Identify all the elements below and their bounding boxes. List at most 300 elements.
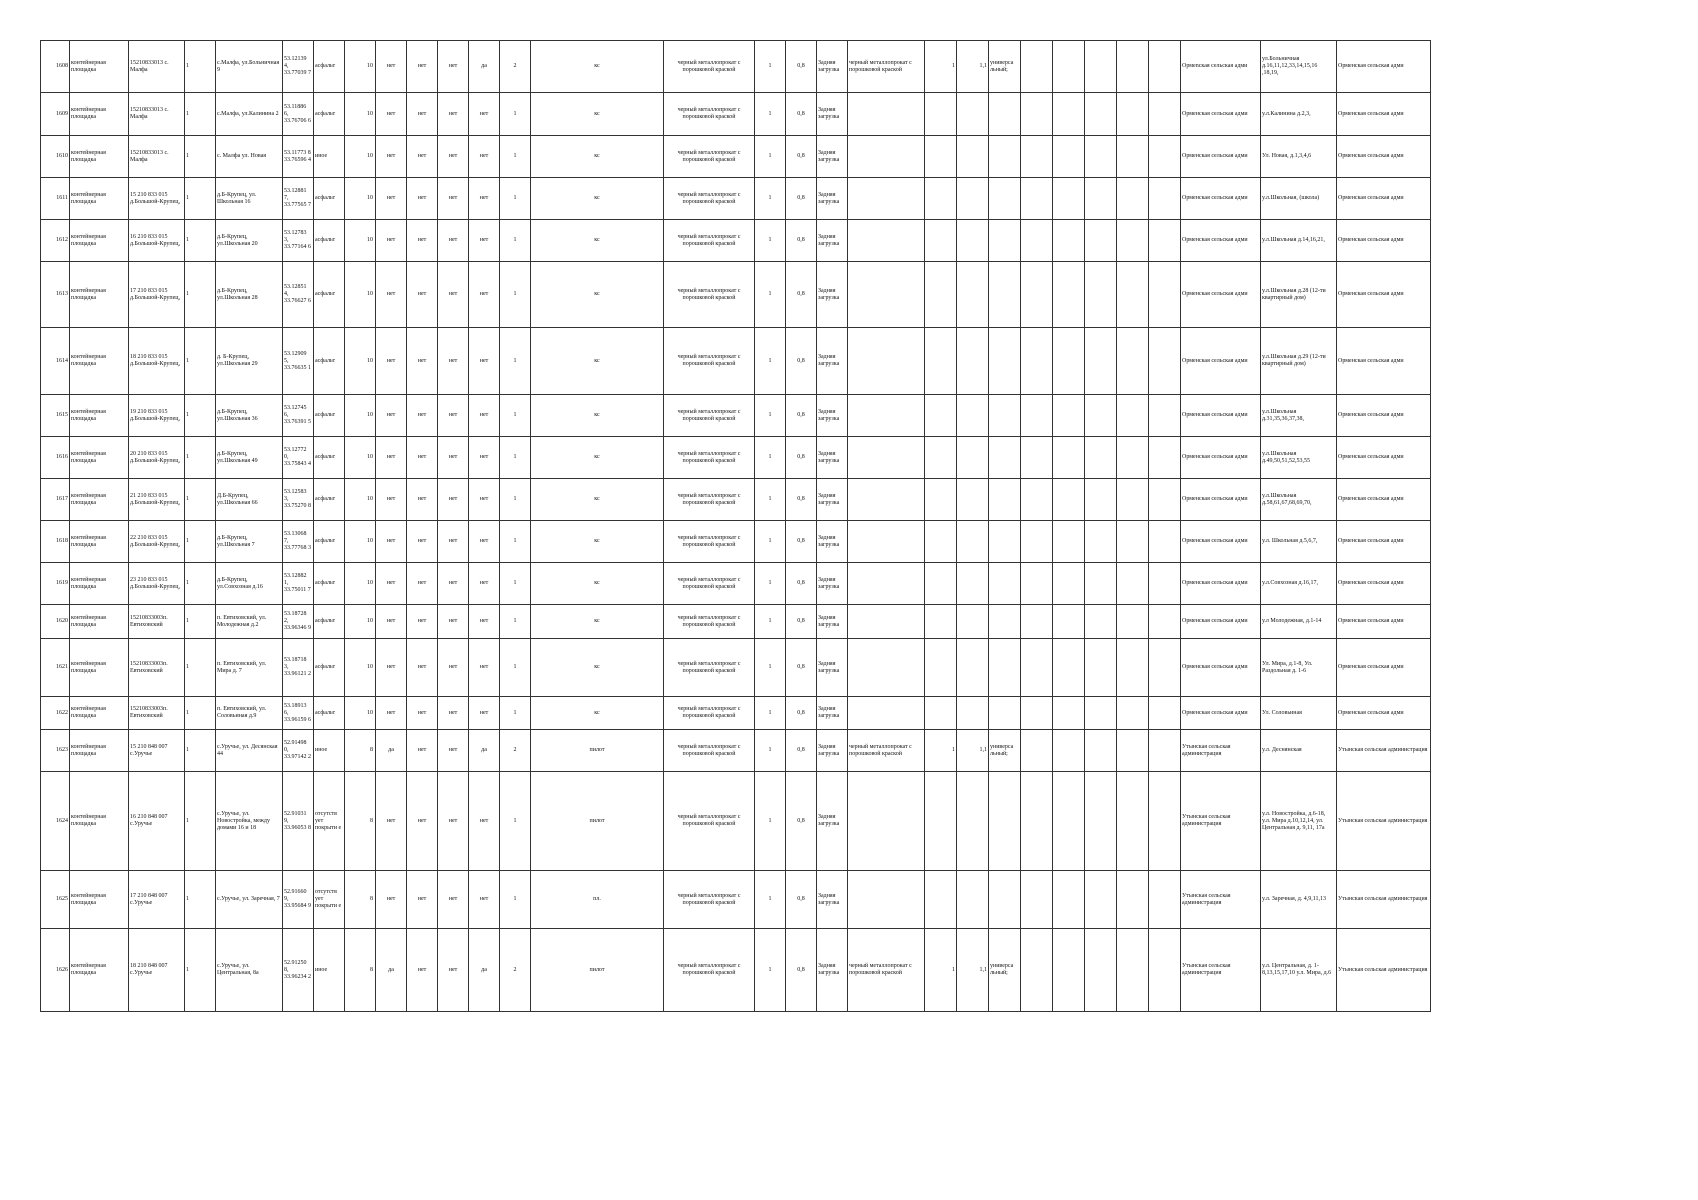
cell-addr: п. Евтиховский, ул. Молодежная д.2 bbox=[216, 605, 283, 639]
cell-cnt: 1 bbox=[500, 220, 531, 262]
cell-empty bbox=[1149, 563, 1181, 605]
cell-q: 1 bbox=[185, 93, 216, 136]
cell-k: 1 bbox=[755, 220, 786, 262]
cell-empty bbox=[1149, 929, 1181, 1012]
cell-mat: черный металлопрокат с порошковой краской bbox=[664, 772, 755, 871]
cell-served: у.л.Школьная д.58,61,67,68,69,70, bbox=[1261, 479, 1337, 521]
cell-mat: черный металлопрокат с порошковой краской bbox=[664, 563, 755, 605]
cell-empty bbox=[1053, 929, 1085, 1012]
table-row bbox=[41, 395, 1431, 437]
cell-org: Орменская сельская адми bbox=[1181, 437, 1261, 479]
cell-code: 18 210 833 015 д.Большой-Крупец, bbox=[129, 328, 185, 395]
cell-surf: асфальт bbox=[314, 697, 345, 730]
cell-type: контейнерная площадка bbox=[70, 871, 129, 929]
cell-vol2 bbox=[957, 479, 989, 521]
cell-b: нет bbox=[407, 521, 438, 563]
cell-coord: 52.91660 9, 33.95684 9 bbox=[283, 871, 314, 929]
cell-owner: Орменская сельская адми bbox=[1337, 262, 1431, 328]
cell-coord: 53.18913 6, 33.96159 6 bbox=[283, 697, 314, 730]
cell-empty bbox=[1021, 772, 1053, 871]
cell-c: нет bbox=[438, 521, 469, 563]
cell-addr: д.Б-Крупец, ул.Школьная 49 bbox=[216, 437, 283, 479]
cell-k2 bbox=[925, 437, 957, 479]
cell-c: нет bbox=[438, 871, 469, 929]
cell-c: нет bbox=[438, 639, 469, 697]
cell-addr: д.Б-Крупец, ул. Школьная 16 bbox=[216, 178, 283, 220]
cell-empty bbox=[1085, 697, 1117, 730]
cell-mat2 bbox=[848, 871, 925, 929]
cell-empty bbox=[1117, 730, 1149, 772]
cell-org: Орменская сельская адми bbox=[1181, 395, 1261, 437]
cell-mat2 bbox=[848, 136, 925, 178]
cell-fence: кс bbox=[531, 639, 664, 697]
cell-empty bbox=[1021, 929, 1053, 1012]
cell-empty bbox=[1149, 93, 1181, 136]
cell-empty bbox=[1117, 93, 1149, 136]
table-row bbox=[41, 437, 1431, 479]
cell-fence: кс bbox=[531, 220, 664, 262]
cell-addr: с.Уручье, ул. Десянская 44 bbox=[216, 730, 283, 772]
cell-load: Задняя загрузка bbox=[817, 479, 848, 521]
cell-mat2 bbox=[848, 479, 925, 521]
cell-b: нет bbox=[407, 929, 438, 1012]
cell-empty bbox=[1149, 697, 1181, 730]
cell-org: Орменская сельская адми bbox=[1181, 220, 1261, 262]
cell-vol: 0,8 bbox=[786, 136, 817, 178]
cell-q: 1 bbox=[185, 697, 216, 730]
cell-empty bbox=[1117, 328, 1149, 395]
cell-served: у.л. Центральная, д. 1-8,13,15,17,10 у.л. Мира, д.6 bbox=[1261, 929, 1337, 1012]
cell-vol: 0,8 bbox=[786, 395, 817, 437]
cell-a: нет bbox=[376, 220, 407, 262]
cell-empty bbox=[1117, 605, 1149, 639]
cell-vol2 bbox=[957, 178, 989, 220]
cell-mat: черный металлопрокат с порошковой краской bbox=[664, 328, 755, 395]
cell-b: нет bbox=[407, 437, 438, 479]
cell-empty bbox=[1021, 871, 1053, 929]
table-row bbox=[41, 730, 1431, 772]
cell-coord: 53.12583 3, 33.75270 8 bbox=[283, 479, 314, 521]
register-table bbox=[40, 40, 1431, 1012]
cell-addr: с.Уручье, ул. Новостройка, между домами 16 и 18 bbox=[216, 772, 283, 871]
cell-a: да bbox=[376, 929, 407, 1012]
cell-mat: черный металлопрокат с порошковой краской bbox=[664, 220, 755, 262]
cell-load2 bbox=[989, 697, 1021, 730]
cell-fence: кс bbox=[531, 93, 664, 136]
cell-area: 10 bbox=[345, 93, 376, 136]
cell-owner: Утынская сельская администрация bbox=[1337, 772, 1431, 871]
table-row bbox=[41, 262, 1431, 328]
cell-vol: 0,8 bbox=[786, 178, 817, 220]
cell-empty bbox=[1085, 521, 1117, 563]
cell-b: нет bbox=[407, 136, 438, 178]
cell-d: да bbox=[469, 730, 500, 772]
cell-mat2 bbox=[848, 605, 925, 639]
cell-b: нет bbox=[407, 262, 438, 328]
cell-vol2 bbox=[957, 697, 989, 730]
cell-empty bbox=[1085, 220, 1117, 262]
cell-vol: 0,8 bbox=[786, 871, 817, 929]
cell-n: 1625 bbox=[41, 871, 70, 929]
table-row bbox=[41, 521, 1431, 563]
cell-type: контейнерная площадка bbox=[70, 521, 129, 563]
cell-d: нет bbox=[469, 178, 500, 220]
cell-surf: асфальт bbox=[314, 639, 345, 697]
cell-load2 bbox=[989, 772, 1021, 871]
cell-empty bbox=[1149, 479, 1181, 521]
cell-vol2 bbox=[957, 639, 989, 697]
cell-vol2 bbox=[957, 871, 989, 929]
cell-vol2 bbox=[957, 772, 989, 871]
cell-mat2 bbox=[848, 328, 925, 395]
cell-k2: 1 bbox=[925, 929, 957, 1012]
cell-surf: асфальт bbox=[314, 178, 345, 220]
cell-b: нет bbox=[407, 479, 438, 521]
cell-n: 1616 bbox=[41, 437, 70, 479]
cell-load2 bbox=[989, 437, 1021, 479]
cell-vol2: 1,1 bbox=[957, 730, 989, 772]
cell-vol2 bbox=[957, 93, 989, 136]
cell-k: 1 bbox=[755, 605, 786, 639]
cell-type: контейнерная площадка bbox=[70, 395, 129, 437]
cell-a: нет bbox=[376, 41, 407, 93]
cell-mat: черный металлопрокат с порошковой краской bbox=[664, 93, 755, 136]
cell-empty bbox=[1053, 328, 1085, 395]
cell-served: у.л.Школьная д.29 (12-ти квартирный дом) bbox=[1261, 328, 1337, 395]
cell-k: 1 bbox=[755, 479, 786, 521]
cell-org: Орменская сельская адми bbox=[1181, 697, 1261, 730]
cell-c: нет bbox=[438, 563, 469, 605]
cell-vol2 bbox=[957, 262, 989, 328]
cell-load: Задняя загрузка bbox=[817, 262, 848, 328]
cell-code: 17 210 848 007 с.Уручье bbox=[129, 871, 185, 929]
cell-d: нет bbox=[469, 93, 500, 136]
cell-owner: Орменская сельская адми bbox=[1337, 697, 1431, 730]
table-row bbox=[41, 605, 1431, 639]
cell-vol: 0,8 bbox=[786, 563, 817, 605]
cell-d: да bbox=[469, 929, 500, 1012]
cell-type: контейнерная площадка bbox=[70, 730, 129, 772]
cell-empty bbox=[1021, 93, 1053, 136]
cell-load: Задняя загрузка bbox=[817, 772, 848, 871]
cell-empty bbox=[1149, 871, 1181, 929]
cell-surf: асфальт bbox=[314, 220, 345, 262]
cell-type: контейнерная площадка bbox=[70, 772, 129, 871]
cell-load: Задняя загрузка bbox=[817, 521, 848, 563]
cell-load2 bbox=[989, 563, 1021, 605]
cell-empty bbox=[1053, 220, 1085, 262]
cell-surf: асфальт bbox=[314, 605, 345, 639]
cell-cnt: 1 bbox=[500, 395, 531, 437]
cell-load2 bbox=[989, 136, 1021, 178]
cell-type: контейнерная площадка bbox=[70, 929, 129, 1012]
cell-area: 10 bbox=[345, 395, 376, 437]
cell-q: 1 bbox=[185, 328, 216, 395]
cell-empty bbox=[1149, 395, 1181, 437]
cell-mat2 bbox=[848, 639, 925, 697]
cell-d: нет bbox=[469, 871, 500, 929]
cell-org: Утынская сельская администрация bbox=[1181, 929, 1261, 1012]
cell-owner: Орменская сельская адми bbox=[1337, 220, 1431, 262]
cell-empty bbox=[1021, 136, 1053, 178]
cell-empty bbox=[1053, 93, 1085, 136]
cell-q: 1 bbox=[185, 772, 216, 871]
cell-code: 15210833003п. Евтиховский bbox=[129, 605, 185, 639]
cell-empty bbox=[1149, 772, 1181, 871]
cell-mat: черный металлопрокат с порошковой краской bbox=[664, 639, 755, 697]
table-row bbox=[41, 479, 1431, 521]
cell-q: 1 bbox=[185, 563, 216, 605]
cell-owner: Орменская сельская адми bbox=[1337, 328, 1431, 395]
cell-served: у.л.Калинина д.2,3, bbox=[1261, 93, 1337, 136]
cell-empty bbox=[1085, 605, 1117, 639]
cell-surf: асфальт bbox=[314, 437, 345, 479]
cell-load2 bbox=[989, 639, 1021, 697]
cell-load: Задняя загрузка bbox=[817, 563, 848, 605]
cell-coord: 53.12745 6, 33.76391 5 bbox=[283, 395, 314, 437]
cell-d: да bbox=[469, 41, 500, 93]
cell-surf: отсутств ует покрыти е bbox=[314, 871, 345, 929]
cell-surf: иное bbox=[314, 136, 345, 178]
cell-addr: с.Малфа, ул.Больничная 9 bbox=[216, 41, 283, 93]
cell-c: нет bbox=[438, 697, 469, 730]
cell-coord: 53.11773 8 33.76596 4 bbox=[283, 136, 314, 178]
cell-vol: 0,8 bbox=[786, 697, 817, 730]
cell-fence: пилот bbox=[531, 929, 664, 1012]
cell-mat2 bbox=[848, 93, 925, 136]
cell-coord: 52.91498 0, 33.97142 2 bbox=[283, 730, 314, 772]
cell-k: 1 bbox=[755, 93, 786, 136]
cell-mat2 bbox=[848, 697, 925, 730]
cell-vol: 0,8 bbox=[786, 328, 817, 395]
cell-q: 1 bbox=[185, 639, 216, 697]
cell-k2: 1 bbox=[925, 730, 957, 772]
cell-mat: черный металлопрокат с порошковой краской bbox=[664, 395, 755, 437]
cell-d: нет bbox=[469, 395, 500, 437]
cell-type: контейнерная площадка bbox=[70, 262, 129, 328]
cell-a: нет bbox=[376, 437, 407, 479]
cell-served: у.л.Школьная д.49,50,51,52,53,55 bbox=[1261, 437, 1337, 479]
cell-code: 15210833003п. Евтиховский bbox=[129, 639, 185, 697]
cell-d: нет bbox=[469, 328, 500, 395]
cell-k2 bbox=[925, 220, 957, 262]
cell-q: 1 bbox=[185, 136, 216, 178]
cell-k: 1 bbox=[755, 871, 786, 929]
cell-c: нет bbox=[438, 262, 469, 328]
cell-cnt: 1 bbox=[500, 772, 531, 871]
cell-area: 10 bbox=[345, 328, 376, 395]
cell-k2 bbox=[925, 697, 957, 730]
cell-empty bbox=[1021, 41, 1053, 93]
cell-mat2 bbox=[848, 437, 925, 479]
cell-mat: черный металлопрокат с порошковой краской bbox=[664, 871, 755, 929]
cell-org: Утынская сельская администрация bbox=[1181, 871, 1261, 929]
cell-cnt: 1 bbox=[500, 605, 531, 639]
cell-empty bbox=[1149, 220, 1181, 262]
cell-empty bbox=[1053, 437, 1085, 479]
cell-mat: черный металлопрокат с порошковой краской bbox=[664, 178, 755, 220]
cell-load: Задняя загрузка bbox=[817, 697, 848, 730]
cell-load2 bbox=[989, 521, 1021, 563]
cell-area: 10 bbox=[345, 697, 376, 730]
cell-owner: Утынская сельская администрация bbox=[1337, 929, 1431, 1012]
cell-empty bbox=[1149, 262, 1181, 328]
cell-code: 15210833013 с. Малфа bbox=[129, 136, 185, 178]
cell-addr: п. Евтиховский, ул. Соловьиная д.9 bbox=[216, 697, 283, 730]
cell-org: Орменская сельская адми bbox=[1181, 136, 1261, 178]
cell-vol2 bbox=[957, 521, 989, 563]
cell-org: Орменская сельская адми bbox=[1181, 178, 1261, 220]
cell-q: 1 bbox=[185, 730, 216, 772]
cell-c: нет bbox=[438, 328, 469, 395]
cell-empty bbox=[1085, 395, 1117, 437]
cell-mat: черный металлопрокат с порошковой краской bbox=[664, 730, 755, 772]
cell-a: нет bbox=[376, 395, 407, 437]
cell-n: 1615 bbox=[41, 395, 70, 437]
cell-k: 1 bbox=[755, 41, 786, 93]
table-row bbox=[41, 178, 1431, 220]
cell-type: контейнерная площадка bbox=[70, 328, 129, 395]
cell-area: 8 bbox=[345, 871, 376, 929]
cell-b: нет bbox=[407, 178, 438, 220]
cell-k2 bbox=[925, 395, 957, 437]
cell-org: Орменская сельская адми bbox=[1181, 93, 1261, 136]
cell-cnt: 1 bbox=[500, 262, 531, 328]
cell-empty bbox=[1117, 871, 1149, 929]
cell-c: нет bbox=[438, 479, 469, 521]
cell-load: Задняя загрузка bbox=[817, 871, 848, 929]
cell-a: нет bbox=[376, 639, 407, 697]
cell-load2 bbox=[989, 328, 1021, 395]
cell-d: нет bbox=[469, 136, 500, 178]
cell-empty bbox=[1053, 41, 1085, 93]
cell-empty bbox=[1149, 605, 1181, 639]
cell-d: нет bbox=[469, 437, 500, 479]
cell-q: 1 bbox=[185, 521, 216, 563]
cell-b: нет bbox=[407, 697, 438, 730]
cell-mat2: черный металлопрокат с порошковой краской bbox=[848, 730, 925, 772]
table-row bbox=[41, 93, 1431, 136]
cell-n: 1624 bbox=[41, 772, 70, 871]
cell-type: контейнерная площадка bbox=[70, 437, 129, 479]
cell-owner: Орменская сельская адми bbox=[1337, 479, 1431, 521]
cell-a: нет bbox=[376, 178, 407, 220]
cell-type: контейнерная площадка bbox=[70, 178, 129, 220]
cell-surf: иное bbox=[314, 730, 345, 772]
cell-area: 10 bbox=[345, 178, 376, 220]
cell-empty bbox=[1021, 639, 1053, 697]
cell-area: 10 bbox=[345, 136, 376, 178]
cell-cnt: 1 bbox=[500, 178, 531, 220]
cell-owner: Орменская сельская адми bbox=[1337, 563, 1431, 605]
cell-served: у.л. Заречная, д. 4,9,11,13 bbox=[1261, 871, 1337, 929]
cell-vol2 bbox=[957, 395, 989, 437]
table-row bbox=[41, 871, 1431, 929]
cell-k2 bbox=[925, 328, 957, 395]
cell-k2 bbox=[925, 479, 957, 521]
cell-type: контейнерная площадка bbox=[70, 479, 129, 521]
cell-vol: 0,8 bbox=[786, 639, 817, 697]
table-row bbox=[41, 328, 1431, 395]
cell-k: 1 bbox=[755, 437, 786, 479]
cell-surf: асфальт bbox=[314, 563, 345, 605]
cell-coord: 52.91031 9, 33.96053 8 bbox=[283, 772, 314, 871]
cell-cnt: 2 bbox=[500, 41, 531, 93]
cell-org: Орменская сельская адми bbox=[1181, 479, 1261, 521]
cell-empty bbox=[1149, 178, 1181, 220]
cell-b: нет bbox=[407, 395, 438, 437]
cell-cnt: 1 bbox=[500, 479, 531, 521]
cell-k: 1 bbox=[755, 929, 786, 1012]
cell-vol2 bbox=[957, 328, 989, 395]
cell-type: контейнерная площадка bbox=[70, 220, 129, 262]
cell-n: 1623 bbox=[41, 730, 70, 772]
cell-type: контейнерная площадка bbox=[70, 605, 129, 639]
cell-surf: асфальт bbox=[314, 262, 345, 328]
cell-n: 1608 bbox=[41, 41, 70, 93]
cell-vol: 0,8 bbox=[786, 730, 817, 772]
cell-addr: с.Уручье, ул. Центральная, 8а bbox=[216, 929, 283, 1012]
cell-cnt: 1 bbox=[500, 136, 531, 178]
cell-coord: 53.18728 2, 33.96346 9 bbox=[283, 605, 314, 639]
cell-n: 1620 bbox=[41, 605, 70, 639]
cell-code: 16 210 848 007 с.Уручье bbox=[129, 772, 185, 871]
cell-load2 bbox=[989, 262, 1021, 328]
cell-k2 bbox=[925, 521, 957, 563]
cell-k: 1 bbox=[755, 136, 786, 178]
cell-org: Орменская сельская адми bbox=[1181, 521, 1261, 563]
cell-load: Задняя загрузка bbox=[817, 136, 848, 178]
cell-empty bbox=[1117, 220, 1149, 262]
cell-owner: Утынская сельская администрация bbox=[1337, 730, 1431, 772]
cell-mat2 bbox=[848, 563, 925, 605]
cell-empty bbox=[1053, 605, 1085, 639]
cell-q: 1 bbox=[185, 479, 216, 521]
cell-n: 1626 bbox=[41, 929, 70, 1012]
cell-owner: Орменская сельская адми bbox=[1337, 41, 1431, 93]
cell-empty bbox=[1117, 262, 1149, 328]
cell-mat2: черный металлопрокат с порошковой краской bbox=[848, 929, 925, 1012]
cell-vol: 0,8 bbox=[786, 437, 817, 479]
cell-cnt: 1 bbox=[500, 639, 531, 697]
cell-q: 1 bbox=[185, 220, 216, 262]
cell-coord: 53.12772 0, 33.75843 4 bbox=[283, 437, 314, 479]
cell-empty bbox=[1021, 328, 1053, 395]
cell-b: нет bbox=[407, 639, 438, 697]
cell-q: 1 bbox=[185, 395, 216, 437]
cell-empty bbox=[1117, 437, 1149, 479]
cell-org: Орменская сельская адми bbox=[1181, 563, 1261, 605]
cell-surf: асфальт bbox=[314, 93, 345, 136]
cell-code: 21 210 833 015 д.Большой-Крупец, bbox=[129, 479, 185, 521]
cell-empty bbox=[1053, 772, 1085, 871]
cell-empty bbox=[1021, 605, 1053, 639]
cell-empty bbox=[1053, 563, 1085, 605]
cell-empty bbox=[1117, 772, 1149, 871]
cell-mat2 bbox=[848, 178, 925, 220]
cell-org: Утынская сельская администрация bbox=[1181, 772, 1261, 871]
cell-n: 1611 bbox=[41, 178, 70, 220]
cell-k: 1 bbox=[755, 730, 786, 772]
cell-code: 22 210 833 015 д.Большой-Крупец, bbox=[129, 521, 185, 563]
cell-empty bbox=[1053, 136, 1085, 178]
cell-served: ул.Больничная д.16,11,12,33,14,15,16 ,18,19, bbox=[1261, 41, 1337, 93]
cell-load2 bbox=[989, 395, 1021, 437]
cell-owner: Орменская сельская адми bbox=[1337, 437, 1431, 479]
cell-vol2 bbox=[957, 605, 989, 639]
cell-a: нет bbox=[376, 93, 407, 136]
cell-k: 1 bbox=[755, 262, 786, 328]
